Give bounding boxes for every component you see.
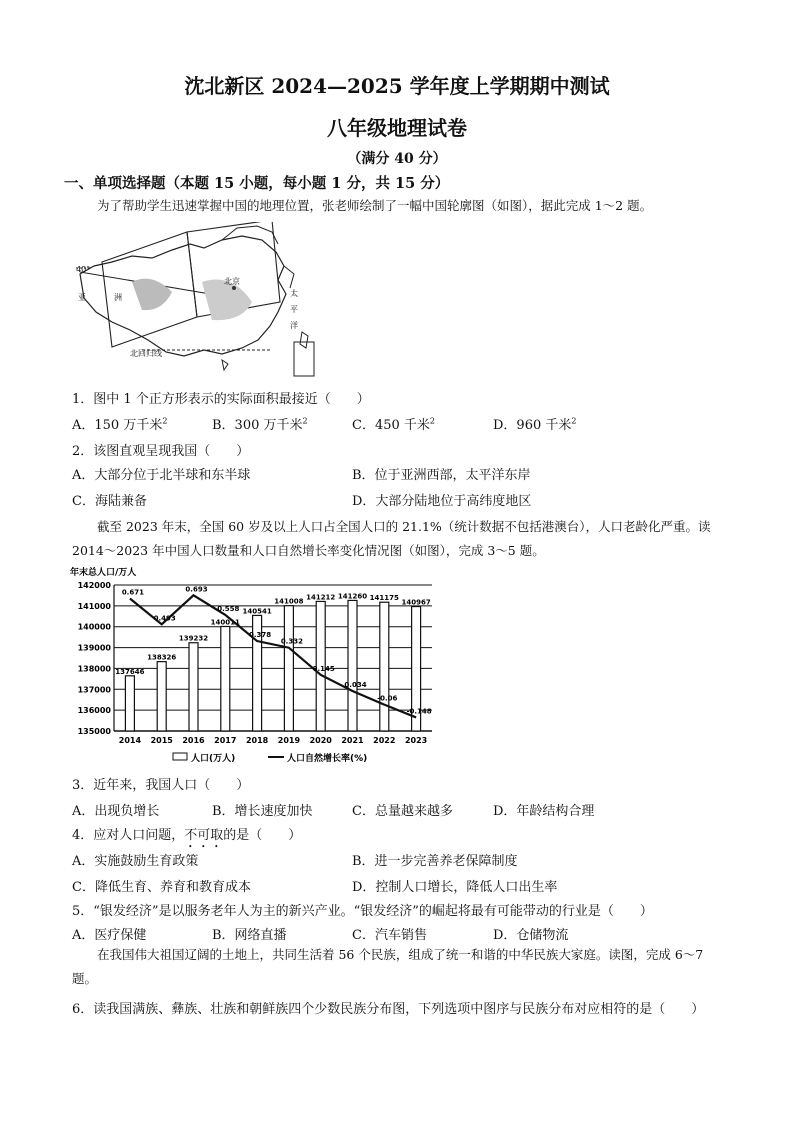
line-value-label: 0.693 (185, 585, 208, 594)
population-bar (284, 606, 293, 731)
bar-value-label: 140967 (401, 598, 431, 607)
exam-subtitle: 八年级地理试卷 (327, 116, 467, 140)
intro-paragraph-3: 在我国伟大祖国辽阔的土地上，共同生活着 56 个民族，组成了统一和谐的中华民族大家庭。读图，完成 6～7 题。 (72, 947, 704, 986)
bar-value-label: 138326 (147, 653, 177, 662)
x-tick-label: 2023 (404, 736, 428, 745)
map-label-pacific-3: 洋 (290, 321, 298, 330)
emphasis-text: 不可取 (184, 828, 224, 843)
intro-paragraph-2: 截至 2023 年末，全国 60 岁及以上人口占全国人口的 21.1%（统计数据不包括港澳台），人口老龄化严重。读 2014～2023 年中国人口数量和人口自然增长率变化情况图（如图），完成 3～5 题。 (72, 519, 711, 558)
population-bar (189, 643, 198, 731)
bar-value-label: 141008 (274, 597, 304, 606)
q1-option-b[interactable]: B．300 万千米$^2$ (212, 416, 308, 433)
x-tick-label: 2018 (245, 736, 269, 745)
y-tick-label: 142000 (77, 581, 111, 590)
x-tick-label: 2020 (309, 736, 332, 745)
exam-title: 沈北新区 2024—2025 学年度上学期期中测试 (184, 74, 610, 98)
map-label-pacific-2: 平 (290, 305, 298, 314)
intro-paragraph-1: 为了帮助学生迅速掌握中国的地理位置，张老师绘制了一幅中国轮廓图（如图），据此完成 1～2 题。 (97, 198, 653, 213)
y-tick-label: 137000 (77, 685, 111, 695)
population-bar (380, 602, 389, 731)
q5-option-a[interactable]: A．医疗保健 (72, 928, 147, 943)
china-outline-map (72, 222, 320, 382)
line-value-label: 0.671 (121, 588, 144, 597)
bar-value-label: 140541 (242, 607, 272, 616)
population-bar (348, 600, 357, 731)
x-tick-label: 2017 (214, 736, 237, 745)
q3-option-b[interactable]: B．增长速度加快 (212, 804, 313, 819)
y-tick-label: 140000 (77, 622, 111, 632)
y-tick-label: 138000 (77, 664, 111, 674)
population-bar (125, 676, 134, 731)
x-tick-label: 2019 (277, 736, 301, 745)
question-2-stem: 2．该图直观呈现我国（ ） (72, 444, 250, 459)
x-tick-label: 2022 (373, 736, 396, 745)
q3-option-d[interactable]: D．年龄结构合理 (493, 804, 595, 819)
map-label-tropic: 北回归线 (130, 349, 162, 358)
line-value-label: 0.493 (153, 614, 176, 623)
map-label-asia-a: 亚 (78, 293, 86, 302)
legend-bar-label: 人口(万人) (191, 754, 236, 764)
q2-option-b[interactable]: B．位于亚洲西部，太平洋东岸 (352, 468, 531, 483)
line-value-label: 0.145 (312, 664, 335, 673)
q2-option-a[interactable]: A．大部分位于北半球和东半球 (72, 468, 251, 483)
map-label-asia-b: 洲 (114, 293, 122, 302)
question-3-stem: 3．近年来，我国人口（ ） (72, 778, 250, 793)
population-bar (157, 662, 166, 731)
legend-bar-swatch (173, 753, 187, 760)
bar-value-label: 141260 (337, 592, 368, 601)
line-value-label: -0.06 (377, 694, 398, 703)
q2-option-c[interactable]: C．海陆兼备 (72, 494, 147, 509)
bar-value-label: 140011 (210, 618, 240, 627)
q5-option-d[interactable]: D．仓储物流 (493, 928, 569, 943)
x-tick-label: 2021 (341, 736, 364, 745)
q3-option-c[interactable]: C．总量越来越多 (352, 804, 453, 819)
y-tick-label: 139000 (77, 643, 111, 653)
q5-option-b[interactable]: B．网络直播 (212, 928, 287, 943)
bar-value-label: 141175 (369, 594, 399, 603)
q4-option-b[interactable]: B．进一步完善养老保障制度 (352, 854, 518, 869)
q3-option-a[interactable]: A．出现负增长 (72, 804, 160, 819)
x-tick-label: 2016 (182, 736, 205, 745)
population-chart (70, 565, 440, 765)
y-tick-label: 135000 (77, 727, 111, 736)
score-note: （满分 40 分） (347, 151, 447, 167)
question-5-stem: 5．“银发经济”是以服务老年人为主的新兴产业。“银发经济”的崛起将最有可能带动的行业是（ ） (72, 904, 653, 919)
legend-line-label: 人口自然增长率(%) (287, 754, 368, 764)
q1-option-c[interactable]: C．450 千米$^2$ (352, 416, 435, 433)
q4-option-c[interactable]: C．降低生育、养育和教育成本 (72, 880, 251, 895)
y-tick-label: 136000 (77, 706, 111, 716)
map-label-lat40: 40° (76, 265, 91, 274)
map-label-pacific-1: 太 (290, 289, 298, 298)
q4-option-d[interactable]: D．控制人口增长，降低人口出生率 (352, 880, 558, 895)
bar-value-label: 137646 (115, 667, 145, 676)
q1-option-d[interactable]: D．960 千米$^2$ (493, 416, 577, 433)
section-heading: 一、单项选择题（本题 15 小题，每小题 1 分，共 15 分） (64, 175, 450, 192)
q4-option-a[interactable]: A．实施鼓励生育政策 (72, 854, 199, 869)
bar-value-label: 139232 (178, 634, 209, 643)
x-tick-label: 2014 (118, 736, 142, 745)
line-value-label: 0.378 (249, 631, 272, 640)
question-4-stem: 4．应对人口问题，不可取的是（ ） (72, 828, 302, 843)
line-value-label: 0.034 (344, 681, 367, 690)
q2-option-d[interactable]: D．大部分陆地位于高纬度地区 (352, 494, 532, 509)
line-value-label: -0.148 (406, 707, 432, 716)
population-bar (221, 626, 230, 731)
y-tick-label: 141000 (77, 601, 111, 611)
bar-value-label: 141212 (306, 593, 336, 602)
chart-ylabel: 年末总人口/万人 (70, 568, 137, 578)
question-1-stem: 1．图中 1 个正方形表示的实际面积最接近（ ） (72, 392, 370, 407)
q1-option-a[interactable]: A．150 万千米$^2$ (72, 416, 168, 433)
question-6-stem: 6．读我国满族、彝族、壮族和朝鲜族四个少数民族分布图，下列选项中图序与民族分布对应相符的是（ ） (72, 1002, 705, 1017)
q5-option-c[interactable]: C．汽车销售 (352, 928, 427, 943)
x-tick-label: 2015 (150, 736, 173, 745)
line-value-label: 0.558 (217, 604, 240, 613)
line-value-label: 0.332 (280, 637, 303, 646)
map-label-beijing: 北京 (224, 277, 240, 286)
